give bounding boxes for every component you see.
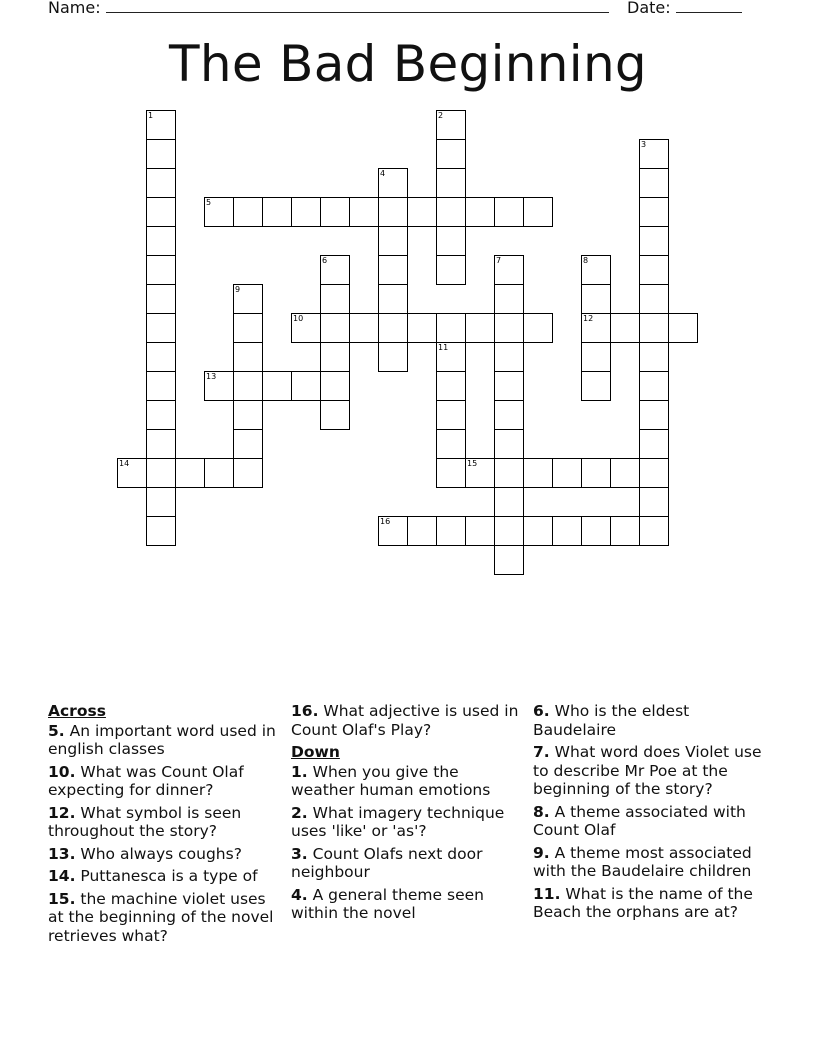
name-field[interactable] xyxy=(48,0,609,18)
grid-cell[interactable] xyxy=(436,516,466,546)
grid-cell[interactable] xyxy=(262,197,292,227)
cell-number: 4 xyxy=(380,169,386,178)
grid-cell[interactable] xyxy=(581,284,611,314)
grid-cell[interactable] xyxy=(320,284,350,314)
clue-text: the machine violet uses at the beginning of the novel retrieves what? xyxy=(48,889,274,945)
clue-number: 3. xyxy=(291,844,308,863)
grid-cell[interactable] xyxy=(668,313,698,343)
clue-text: A general theme seen within the novel xyxy=(291,885,484,922)
clue-text: A theme most associated with the Baudelaire children xyxy=(533,843,752,880)
grid-cell[interactable] xyxy=(494,255,524,285)
clue-number: 4. xyxy=(291,885,308,904)
clue-text: What word does Violet use to describe Mr Poe at the beginning of the story? xyxy=(533,743,762,798)
grid-cell[interactable] xyxy=(436,371,466,401)
down-clue-2 xyxy=(291,804,527,841)
across-clue-10 xyxy=(48,763,284,800)
cell-number: 1 xyxy=(148,111,154,120)
grid-cell[interactable] xyxy=(436,429,466,459)
grid-cell[interactable] xyxy=(465,313,495,343)
grid-cell[interactable] xyxy=(146,342,176,372)
grid-cell[interactable] xyxy=(581,313,611,343)
clue-text: An important word used in english classes xyxy=(48,721,276,758)
grid-cell[interactable] xyxy=(407,516,437,546)
grid-cell[interactable] xyxy=(639,371,669,401)
grid-cell[interactable] xyxy=(436,400,466,430)
grid-cell[interactable] xyxy=(436,226,466,256)
grid-cell[interactable] xyxy=(610,516,640,546)
grid-cell[interactable] xyxy=(523,313,553,343)
grid-cell[interactable] xyxy=(639,197,669,227)
grid-cell[interactable] xyxy=(175,458,205,488)
grid-cell[interactable] xyxy=(146,226,176,256)
clue-text: What adjective is used in Count Olaf's Play? xyxy=(291,702,519,739)
across-clue-15 xyxy=(48,890,284,946)
clue-text: A theme associated with Count Olaf xyxy=(533,802,746,839)
grid-cell[interactable] xyxy=(291,197,321,227)
cell-number: 7 xyxy=(496,256,502,265)
grid-cell[interactable] xyxy=(378,284,408,314)
clue-number: 5. xyxy=(48,721,65,740)
grid-cell[interactable] xyxy=(146,197,176,227)
clue-number: 15. xyxy=(48,889,76,908)
grid-cell[interactable] xyxy=(204,197,234,227)
grid-cell[interactable] xyxy=(610,313,640,343)
grid-cell[interactable] xyxy=(262,371,292,401)
grid-cell[interactable] xyxy=(581,255,611,285)
clue-number: 11. xyxy=(533,884,561,903)
grid-cell[interactable] xyxy=(465,458,495,488)
grid-cell[interactable] xyxy=(436,255,466,285)
date-label: Date: xyxy=(627,0,671,17)
grid-cell[interactable] xyxy=(320,197,350,227)
grid-cell[interactable] xyxy=(233,313,263,343)
down-clue-7 xyxy=(533,743,773,799)
clue-number: 16. xyxy=(291,702,319,720)
grid-cell[interactable] xyxy=(523,516,553,546)
grid-cell[interactable] xyxy=(436,458,466,488)
clue-text: Count Olafs next door neighbour xyxy=(291,844,483,881)
down-clue-4 xyxy=(291,886,527,923)
clue-number: 1. xyxy=(291,762,308,781)
grid-cell[interactable] xyxy=(639,487,669,517)
grid-cell[interactable] xyxy=(465,516,495,546)
grid-cell[interactable] xyxy=(146,371,176,401)
grid-cell[interactable] xyxy=(146,110,176,140)
grid-cell[interactable] xyxy=(436,197,466,227)
clues-column-2 xyxy=(291,702,527,927)
clue-text: What is the name of the Beach the orphans are at? xyxy=(533,884,753,921)
grid-cell[interactable] xyxy=(233,458,263,488)
grid-cell[interactable] xyxy=(378,197,408,227)
grid-cell[interactable] xyxy=(117,458,147,488)
clue-number: 2. xyxy=(291,803,308,822)
grid-cell[interactable] xyxy=(291,313,321,343)
grid-cell[interactable] xyxy=(204,458,234,488)
puzzle-title: The Bad Beginning xyxy=(169,35,647,93)
name-blank-line[interactable] xyxy=(106,0,609,13)
cell-number: 5 xyxy=(206,198,212,207)
grid-cell[interactable] xyxy=(639,255,669,285)
grid-cell[interactable] xyxy=(146,400,176,430)
grid-cell[interactable] xyxy=(581,371,611,401)
clue-number: 8. xyxy=(533,802,550,821)
grid-cell[interactable] xyxy=(233,400,263,430)
grid-cell[interactable] xyxy=(581,458,611,488)
grid-cell[interactable] xyxy=(436,342,466,372)
down-clue-6 xyxy=(533,702,773,739)
clue-text: Who is the eldest Baudelaire xyxy=(533,702,690,739)
clue-text: When you give the weather human emotions xyxy=(291,762,491,799)
date-blank-line[interactable] xyxy=(676,0,742,13)
grid-cell[interactable] xyxy=(320,400,350,430)
grid-cell[interactable] xyxy=(494,342,524,372)
cell-number: 15 xyxy=(467,459,478,468)
across-heading: Across xyxy=(48,702,106,720)
grid-cell[interactable] xyxy=(146,255,176,285)
clue-number: 13. xyxy=(48,844,76,863)
cell-number: 2 xyxy=(438,111,444,120)
grid-cell[interactable] xyxy=(494,458,524,488)
clue-number: 10. xyxy=(48,762,76,781)
cell-number: 10 xyxy=(293,314,304,323)
clue-text: Who always coughs? xyxy=(80,844,242,863)
across-clue-12 xyxy=(48,804,284,841)
grid-cell[interactable] xyxy=(378,255,408,285)
clue-number: 12. xyxy=(48,803,76,822)
clue-text: Puttanesca is a type of xyxy=(80,867,258,885)
grid-cell[interactable] xyxy=(523,458,553,488)
across-clue-14 xyxy=(48,867,284,886)
cell-number: 12 xyxy=(583,314,594,323)
clue-text: What imagery technique uses 'like' or 'as'? xyxy=(291,803,505,840)
grid-cell[interactable] xyxy=(494,313,524,343)
grid-cell[interactable] xyxy=(639,139,669,169)
clue-text: What was Count Olaf expecting for dinner? xyxy=(48,762,244,799)
grid-cell[interactable] xyxy=(204,371,234,401)
clue-text: What symbol is seen throughout the story? xyxy=(48,803,242,840)
across-clue-5 xyxy=(48,722,284,759)
grid-cell[interactable] xyxy=(378,168,408,198)
down-clue-8 xyxy=(533,803,773,840)
grid-cell[interactable] xyxy=(639,342,669,372)
grid-cell[interactable] xyxy=(146,284,176,314)
cell-number: 14 xyxy=(119,459,130,468)
grid-cell[interactable] xyxy=(494,400,524,430)
grid-cell[interactable] xyxy=(523,197,553,227)
grid-cell[interactable] xyxy=(552,458,582,488)
grid-cell[interactable] xyxy=(639,400,669,430)
grid-cell[interactable] xyxy=(146,139,176,169)
across-clue-13 xyxy=(48,845,284,864)
grid-cell[interactable] xyxy=(639,429,669,459)
grid-cell[interactable] xyxy=(494,371,524,401)
grid-cell[interactable] xyxy=(494,284,524,314)
grid-cell[interactable] xyxy=(320,371,350,401)
grid-cell[interactable] xyxy=(465,197,495,227)
grid-cell[interactable] xyxy=(552,516,582,546)
cell-number: 16 xyxy=(380,517,391,526)
grid-cell[interactable] xyxy=(436,168,466,198)
cell-number: 3 xyxy=(641,140,647,149)
cell-number: 6 xyxy=(322,256,328,265)
clue-number: 7. xyxy=(533,743,550,761)
grid-cell[interactable] xyxy=(494,197,524,227)
grid-cell[interactable] xyxy=(639,284,669,314)
grid-cell[interactable] xyxy=(146,458,176,488)
grid-cell[interactable] xyxy=(320,255,350,285)
grid-cell[interactable] xyxy=(639,168,669,198)
grid-cell[interactable] xyxy=(639,516,669,546)
down-clue-11 xyxy=(533,885,773,922)
clue-number: 14. xyxy=(48,867,76,885)
grid-cell[interactable] xyxy=(378,342,408,372)
across-clue-16 xyxy=(291,702,527,739)
grid-cell[interactable] xyxy=(407,197,437,227)
grid-cell[interactable] xyxy=(494,516,524,546)
clues-column-3 xyxy=(533,702,773,926)
grid-cell[interactable] xyxy=(146,313,176,343)
grid-cell[interactable] xyxy=(378,313,408,343)
grid-cell[interactable] xyxy=(320,313,350,343)
grid-cell[interactable] xyxy=(233,197,263,227)
grid-cell[interactable] xyxy=(378,516,408,546)
grid-cell[interactable] xyxy=(349,313,379,343)
down-clue-3 xyxy=(291,845,527,882)
grid-cell[interactable] xyxy=(146,429,176,459)
cell-number: 13 xyxy=(206,372,217,381)
grid-cell[interactable] xyxy=(146,168,176,198)
grid-cell[interactable] xyxy=(320,342,350,372)
grid-cell[interactable] xyxy=(436,313,466,343)
grid-cell[interactable] xyxy=(407,313,437,343)
date-field[interactable] xyxy=(627,0,742,18)
grid-cell[interactable] xyxy=(146,516,176,546)
cell-number: 9 xyxy=(235,285,241,294)
cell-number: 11 xyxy=(438,343,449,352)
grid-cell[interactable] xyxy=(436,139,466,169)
grid-cell[interactable] xyxy=(233,371,263,401)
name-label: Name: xyxy=(48,0,101,17)
grid-cell[interactable] xyxy=(494,429,524,459)
grid-cell[interactable] xyxy=(233,284,263,314)
grid-cell[interactable] xyxy=(349,197,379,227)
down-clue-9 xyxy=(533,844,773,881)
clue-number: 6. xyxy=(533,702,550,720)
grid-cell[interactable] xyxy=(494,487,524,517)
grid-cell[interactable] xyxy=(291,371,321,401)
grid-cell[interactable] xyxy=(378,226,408,256)
grid-cell[interactable] xyxy=(494,545,524,575)
grid-cell[interactable] xyxy=(233,429,263,459)
down-heading: Down xyxy=(291,743,340,761)
cell-number: 8 xyxy=(583,256,589,265)
grid-cell[interactable] xyxy=(639,226,669,256)
grid-cell[interactable] xyxy=(146,487,176,517)
grid-cell[interactable] xyxy=(233,342,263,372)
clues-column-1 xyxy=(48,702,284,949)
grid-cell[interactable] xyxy=(639,458,669,488)
clue-number: 9. xyxy=(533,843,550,862)
grid-cell[interactable] xyxy=(639,313,669,343)
down-clue-1 xyxy=(291,763,527,800)
grid-cell[interactable] xyxy=(581,342,611,372)
grid-cell[interactable] xyxy=(581,516,611,546)
grid-cell[interactable] xyxy=(436,110,466,140)
grid-cell[interactable] xyxy=(610,458,640,488)
